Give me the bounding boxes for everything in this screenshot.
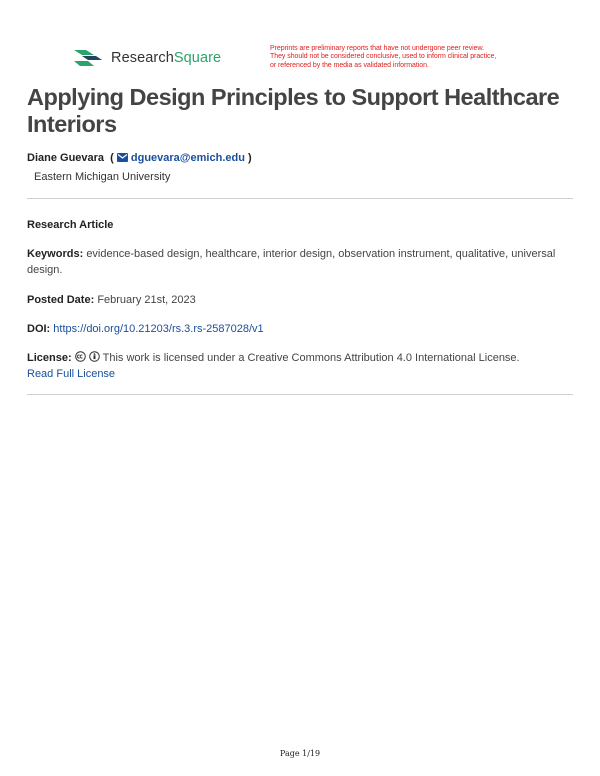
keywords-field [27, 246, 573, 278]
posted-date-field [27, 292, 573, 308]
license-label: License: [27, 352, 72, 364]
posted-date-label: Posted Date: [27, 294, 95, 306]
read-full-license-link[interactable]: Read Full License [27, 368, 116, 380]
logo-text-research: Research [111, 50, 174, 66]
preprint-disclaimer [270, 45, 570, 70]
research-square-logo-icon [74, 47, 104, 69]
posted-date-value: February 21st, 2023 [97, 294, 196, 306]
author-name: Diane Guevara [27, 152, 105, 164]
author-affiliation: Eastern Michigan University [34, 171, 171, 183]
author-line: Diane Guevara ( dguevara@emich.edu ) [27, 152, 252, 164]
disclaimer-line: Preprints are preliminary reports that have not undergone peer review. [270, 45, 485, 52]
divider [27, 394, 573, 395]
license-text: This work is licensed under a Creative Commons Attribution 4.0 International License. [102, 352, 520, 364]
logo-text-square: Square [173, 50, 222, 66]
keywords-label: Keywords: [27, 248, 84, 260]
research-square-logo[interactable] [74, 47, 221, 69]
author-email-link[interactable] [117, 152, 248, 164]
doi-label: DOI: [27, 323, 51, 335]
license-field [27, 350, 573, 382]
keywords-value: evidence-based design, healthcare, interior design, observation instrument, qualitative, universal design. [27, 248, 556, 276]
author-email: dguevara@emich.edu [130, 152, 245, 164]
page-number: Page 1/19 [279, 749, 321, 758]
divider [27, 198, 573, 199]
envelope-icon [117, 153, 128, 162]
paper-title: Applying Design Principles to Support Healthcare Interiors [27, 84, 560, 137]
doi-link[interactable]: https://doi.org/10.21203/rs.3.rs-2587028/v1 [53, 323, 264, 335]
creative-commons-icon [75, 351, 86, 362]
attribution-icon [89, 351, 100, 362]
disclaimer-line: or referenced by the media as validated information. [270, 61, 429, 69]
disclaimer-line: They should not be considered conclusive, used to inform clinical practice, [270, 53, 497, 61]
doi-field [27, 321, 573, 337]
logo-text [111, 50, 221, 66]
article-type: Research Article [27, 219, 114, 231]
